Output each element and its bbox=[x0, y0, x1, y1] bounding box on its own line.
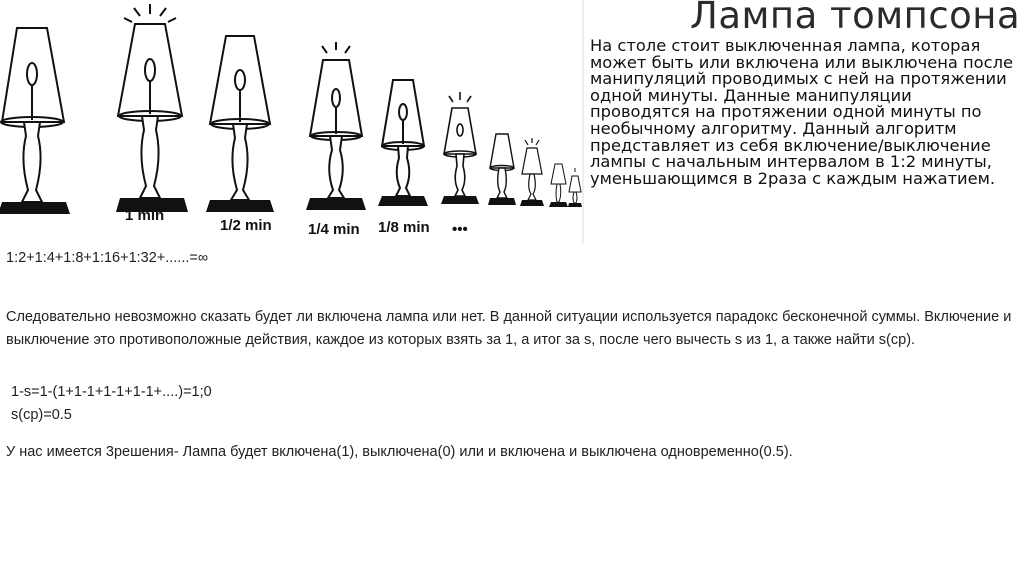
lamp-sequence-illustration bbox=[0, 0, 584, 244]
explanation-paragraph: Следовательно невозможно сказать будет ли включена лампа или нет. В данной ситуации используется парадокс бесконечной суммы. Включение и выключение это противоположные действия, каждое из которых взять за 1, а итог за s, после чего вычесть s из 1, а также найти s(ср). bbox=[6, 309, 1012, 348]
equation-line-2: s(ср)=0.5 bbox=[11, 407, 72, 423]
lamp-on-icon bbox=[568, 168, 582, 207]
lamp-off-icon bbox=[0, 28, 70, 214]
lamp-on-icon bbox=[306, 42, 366, 210]
lamp-label-eighth-min: 1/8 min bbox=[378, 219, 430, 236]
lamp-label-1min: 1 min bbox=[125, 207, 165, 224]
lamp-label-start: start bbox=[6, 199, 39, 216]
lamp-off-icon bbox=[206, 36, 274, 212]
summary-text: У нас имеется 3решения- Лампа будет включена(1), выключена(0) или и включена и выключена одновременно(0.5). bbox=[6, 444, 793, 460]
lamp-on-icon bbox=[116, 4, 188, 212]
lamp-label-half-min: 1/2 min bbox=[220, 217, 272, 234]
lamp-off-icon bbox=[378, 80, 428, 206]
lamp-on-icon bbox=[520, 138, 544, 206]
equation-line-1: 1-s=1-(1+1-1+1-1+1-1+....)=1;0 bbox=[11, 384, 212, 400]
lamp-on-icon bbox=[441, 92, 479, 204]
slide-title: Лампа томпсона bbox=[690, 0, 1021, 37]
intro-text: На столе стоит выключенная лампа, которая может быть или включена или выключена после манипуляций проводимых с ней на протяжении одной минуты. Данные манипуляции проводятся на протяжении одной минуты по необычному алгоритму. Данный алгоритм представляет из себя включение/выключение лампы с начальным интервалом в 1:2 минуты, уменьшающимся в 2раза с каждым нажатием. bbox=[590, 36, 1014, 188]
lamp-label-ellipsis: ••• bbox=[452, 221, 468, 238]
lamp-off-icon bbox=[549, 164, 568, 207]
lamp-label-quarter-min: 1/4 min bbox=[308, 221, 360, 238]
series-formula: 1:2+1:4+1:8+1:16+1:32+......=∞ bbox=[6, 250, 209, 266]
lamp-off-icon bbox=[488, 134, 516, 205]
